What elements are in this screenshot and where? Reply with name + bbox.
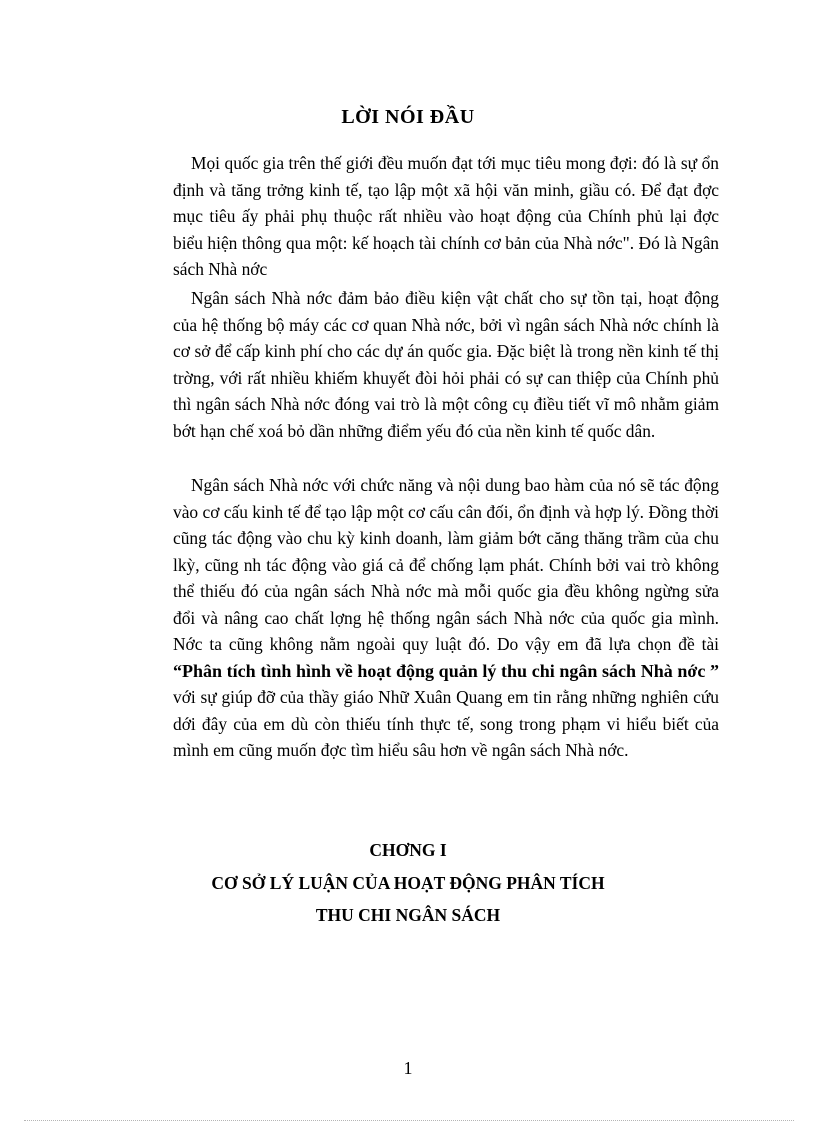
paragraph-2: Ngân sách Nhà nớc đảm bảo điều kiện vật chất cho sự tồn tại, hoạt động của hệ thống bộ máy các cơ quan Nhà nớc, bởi vì ngân sách Nhà nớc chính là cơ sở để cấp kinh phí cho các dự án quốc gia. Đặc biệt là trong nền kinh tế thị trờng, với rất nhiều khiếm khuyết đòi hỏi phải có sự can thiệp của Chính phủ thì ngân sách Nhà nớc đóng vai trò là một công cụ điều tiết vĩ mô nhằm giảm bớt hạn chế xoá bỏ dần những điểm yếu đó của nền kinh tế quốc dân. xyxy=(173,288,719,441)
page-number: 1 xyxy=(403,1058,413,1078)
chapter-title-line2: THU CHI NGÂN SÁCH xyxy=(315,905,501,925)
paragraph-3-end: với sự giúp đỡ của thầy giáo Nhữ Xuân Quang em tin rằng những nghiên cứu dới đây của em dù còn thiếu tính thực tế, song trong phạm vi hiểu biết của mình em cũng muốn đợc tìm hiểu sâu hơn về ngân sách Nhà nớc. xyxy=(173,687,719,760)
paragraph-3-start: Ngân sách Nhà nớc với chức năng và nội dung bao hàm của nó sẽ tác động vào cơ cấu kinh tế để tạo lập một cơ cấu cân đối, ổn định và hợp lý. Đồng thời cũng tác động vào chu kỳ kinh doanh, làm giảm bớt căng thăng trầm của chu lkỳ, cũng nh tác động vào giá cả để chống lạm phát. Chính bởi vai trò không thể thiếu đó của ngân sách Nhà nớc mà mỗi quốc gia đều không ngừng sửa đổi và nâng cao chất lợng hệ thống ngân sách Nhà nớc của quốc gia mình. Nớc ta cũng không nằm ngoài quy luật đó. Do vậy em đã lựa chọn đề tài xyxy=(173,475,719,654)
paragraph-1: Mọi quốc gia trên thế giới đều muốn đạt tới mục tiêu mong đợi: đó là sự ổn định và tăng trởng kinh tế, tạo lập một xã hội văn minh, giầu có. Để đạt đợc mục tiêu ấy phải phụ thuộc rất nhiều vào hoạt động của Chính phủ lại đợc biểu hiện thông qua một: kế hoạch tài chính cơ bản của Nhà nớc". Đó là Ngân sách Nhà nớc xyxy=(173,153,719,279)
thesis-topic: “Phân tích tình hình về hoạt động quản lý thu chi ngân sách Nhà nớc ” xyxy=(173,660,719,681)
chapter-title-line1: CƠ SỞ LÝ LUẬN CỦA HOẠT ĐỘNG PHÂN TÍCH xyxy=(211,873,605,893)
preface-title: LỜI NÓI ĐẦU xyxy=(341,106,475,128)
page-bottom-divider xyxy=(24,1120,794,1121)
chapter-label: CHƠNG I xyxy=(369,840,447,860)
paragraph-3 xyxy=(173,472,719,764)
